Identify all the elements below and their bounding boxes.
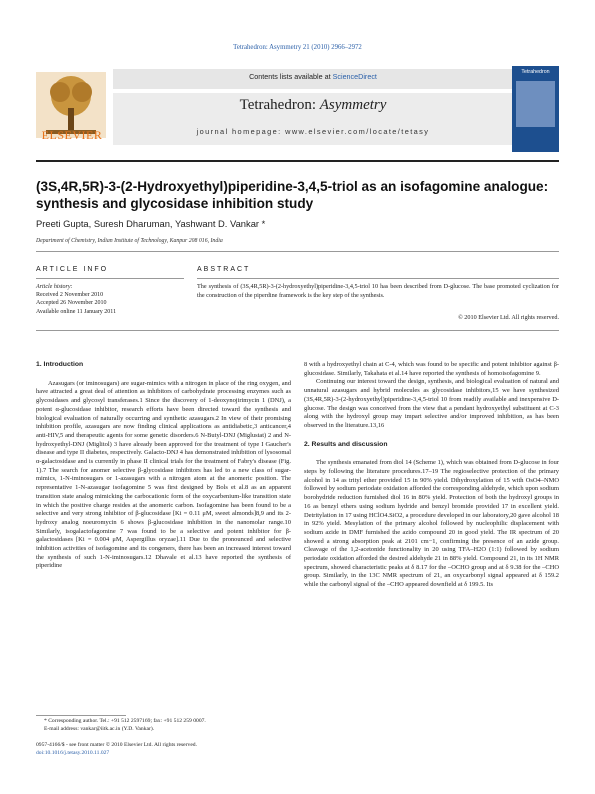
journal-name-plain: Tetrahedron: [239, 97, 320, 113]
article-info-rule [36, 278, 184, 279]
design-paragraph: Continuing our interest toward the design, synthesis, and biological evaluation of natural and unnatural azasugars and hybrid molecules as glycosidase inhibitors,15 we have synthesized (3S,4R,5R)-3-(2-hydroxyethyl)piperidine-3,4,5-triol 10 from readily available and inexpensive D-glucose. The design was conceived from the view that a pendant hydroxyethyl substituent at C-3 along with the hydroxyl group may impart selective and/or improved inhibition, as has been observed in the literature.13,16 [304, 378, 559, 429]
abstract-divider [36, 330, 559, 331]
journal-name-italic: Asymmetry [319, 97, 387, 113]
journal-citation[interactable]: Tetrahedron: Asymmetry 21 (2010) 2966–2972 [233, 44, 362, 51]
elsevier-logo-text: ELSEVIER [41, 128, 103, 142]
abstract-copyright: © 2010 Elsevier Ltd. All rights reserved. [458, 314, 559, 321]
header-divider [36, 160, 559, 162]
received-date: Received 2 November 2010 [36, 292, 104, 299]
elsevier-tree-logo [36, 72, 106, 164]
doi-link[interactable]: doi:10.1016/j.tetasy.2010.11.027 [36, 749, 110, 756]
article-info-heading: ARTICLE INFO [36, 266, 109, 273]
journal-header [36, 60, 559, 162]
title-divider [36, 251, 559, 252]
article-history [36, 283, 186, 316]
issn-line: 0957-4166/$ - see front matter © 2010 Elsevier Ltd. All rights reserved. [36, 742, 197, 748]
footnote-rule [36, 715, 126, 716]
footnote [36, 718, 291, 733]
article-title: (3S,4R,5R)-3-(2-Hydroxyethyl)piperidine-3,4,5-triol as an isofagomine analogue: synthesis and glycosidase inhibition study [36, 179, 549, 211]
journal-homepage-link[interactable]: journal homepage: www.elsevier.com/locate/tetasy [196, 127, 430, 136]
author-email[interactable]: E-mail address: vankar@iitk.ac.in (Y.D. Vankar). [44, 725, 155, 732]
abstract-heading: ABSTRACT [197, 266, 251, 273]
results-paragraph: The synthesis emanated from diol 14 (Scheme 1), which was obtained from D-glucose in four steps by following the literature procedures.17–19 The regioselective protection of the primary alcohol in 14 as trityl ether provided 15 in 90% yield. Dihydroxylation of 15 with OsO4–NMO followed by sodium periodate oxidation afforded the corresponding aldehyde, which upon sodium borohydride reduction furnished diol 16 in 80% yield. Protection of both the hydroxyl groups in 16 as benzyl ethers using sodium hydride and benzyl bromide provided 17 in excellent yield. Detritylation in 17 using HClO4.SiO2, a procedure developed in our laboratory,20 gave alcohol 18 in 92% yield. Mesylation of the primary alcohol followed by nucleophilic displacement with sodium azide in DMF furnished the azido compound 20 in good yield. The IR spectrum of 20 showed a strong absorption peak at 2101 cm−1, confirming the presence of an azide group. Cleavage of the 1,2-acetonide functionality in 20 using TFA–H2O (1:1) followed by sodium periodate oxidation afforded the desired aldehyde 21 in 88% yield. Compound 21, in its 1H NMR spectrum, showed characteristic peaks at δ 8.17 for the –OCHO group and at δ 9.38 for the –CHO group. Similarly, in the 13C NMR spectrum of 21, an oxycarbonyl signal appeared at δ 159.2 while the carbonyl signal of the –CHO appeared downfield at δ 199.5. Its [304, 459, 559, 589]
cover-title: Tetrahedron [521, 69, 550, 75]
publication-footer [36, 742, 336, 757]
sciencedirect-link[interactable]: ScienceDirect [332, 72, 377, 81]
journal-name [113, 97, 513, 114]
abstract-text: The synthesis of (3S,4R,5R)-3-(2-hydroxyethyl)piperidine-3,4,5-triol 10 has been described from D-glucose. The base promoted cyclization for the construction of the piperdine framework is the key step of the synthesis. [197, 283, 559, 299]
contents-prefix: Contents lists available at [249, 72, 333, 81]
cover-image [516, 81, 555, 127]
abstract-rule [197, 278, 559, 279]
body-column-right [304, 361, 559, 590]
online-date: Available online 11 January 2011 [36, 308, 117, 315]
introduction-paragraph: Azasugars (or iminosugars) are sugar-mimics with a nitrogen in place of the ring oxygen, and have attracted a great deal of attention as inhibitors of carbohydrate processing enzymes such as glycosidases and glycosyl transferases.1 Since the discovery of 1-deoxynojirimycin 1 (DNJ), a potent α-glucosidase inhibitor, research efforts have been directed toward the synthesis and biological evaluation of naturally occurring and synthetic azasugars.2 In view of their promising inhibition profile, azasugars are now finding clinical applications as antidiabetic,3 anticancer,4 anti-HIV,5 and therapeutic agents for some genetic disorders.6 N-Butyl-DNJ (Miglustat) 2 and N-hydroxyethyl-DNJ (Miglitol) 3 have already been approved for the treatment of type I Gaucher's disease and type II diabetes, respectively. Galacto-DNJ 4 has demonstrated inhibition of lysosomal α-galactosidase and is currently in phase II clinical trials for the treatment of Fabry's disease (Fig. 1).7 The search for anomer selective β-glycosidase inhibitors has led to a new class of sugar-mimics, 1-N-iminosugars or 1-azasugars with a nitrogen atom at the anomeric position. The representative 1-N-azasugar isofagomine 5 was first designed by Bols et al.8 as an apparent transition state analog mimicking the carbocationic form of the oxycarbenium-like transition state in which the positive charge resides at the anomeric carbon. Isofagomine has been found to be a selective and very strong inhibitor of β-glucosidase [Ki = 0.11 μM, sweet almonds]8,9 and its 2-hydroxy analog noeuromycin 6 shows β-glucosidase inhibition in the nanomolar range.10 Similarly, isogalactofagomine 7 was found to be a selective and potent inhibitor for β-galactosidases [Ki = 0.004 μM, Aspergillus oryzae].11 Due to the pronounced and selective inhibition activities of isofagomine and its congeners, there has been an increased interest toward the synthesis of such 1-N-iminosugars.12 Dhavale et al.13 have reported the synthesis of piperidine [36, 379, 291, 570]
corresponding-author: * Corresponding author. Tel.: +91 512 2597169; fax: +91 512 259 0007. [44, 718, 206, 724]
continuation-paragraph: 8 with a hydroxyethyl chain at C-4, which was found to be specific and potent inhibitor against β-glucosidase. Similarly, Takahata et al.14 have reported the synthesis of homoisofagomine 9. [304, 361, 559, 377]
author-affiliation: Department of Chemistry, Indian Institute of Technology, Kanpur 208 016, India [36, 238, 223, 244]
results-heading: 2. Results and discussion [304, 440, 388, 448]
introduction-heading: 1. Introduction [36, 361, 84, 368]
article-authors[interactable]: Preeti Gupta, Suresh Dharuman, Yashwant D. Vankar * [36, 218, 266, 229]
accepted-date: Accepted 26 November 2010 [36, 300, 107, 307]
body-column-left [36, 361, 291, 571]
contents-line [113, 72, 513, 81]
history-label: Article history: [36, 284, 73, 290]
